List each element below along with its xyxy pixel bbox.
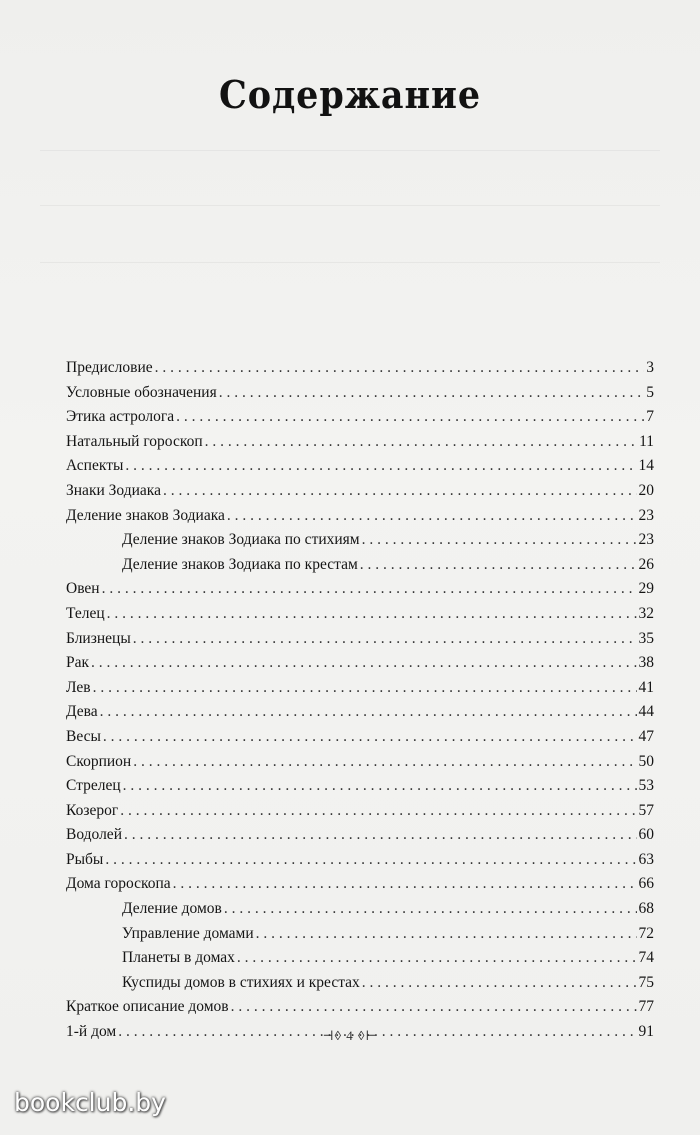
toc-entry [66,430,654,455]
table-of-contents [66,356,654,1045]
toc-entry-label: Этика астролога [66,408,175,426]
bleed-through-line [40,262,660,263]
toc-entry-page: 47 [638,727,654,745]
toc-entry-label: Скорпион [66,752,132,770]
toc-entry-page: 60 [638,826,654,844]
toc-entry-label: Овен [66,580,100,598]
toc-entry [66,872,654,897]
toc-entry-label: Деление знаков Зодиака по крестам [122,555,358,573]
toc-entry-page: 63 [638,850,654,868]
toc-entry-page: 35 [638,629,654,647]
toc-entry [66,479,654,504]
toc-leader-dots [123,774,637,799]
bleed-through-line [40,205,660,206]
toc-leader-dots [362,528,637,553]
toc-entry-label: Управление домами [122,924,254,942]
toc-entry-page: 53 [638,777,654,795]
toc-entry-page: 50 [638,752,654,770]
toc-entry-page: 68 [638,900,654,918]
toc-leader-dots [173,872,637,897]
toc-entry [66,750,654,775]
toc-leader-dots [227,504,637,529]
toc-entry-page: 75 [638,973,654,991]
toc-entry [66,848,654,873]
toc-leader-dots [224,897,637,922]
toc-entry-label: Стрелец [66,777,121,795]
toc-entry-page: 26 [638,555,654,573]
toc-entry-label: Весы [66,727,101,745]
toc-entry-label: Дома гороскопа [66,875,171,893]
toc-entry-page: 20 [638,481,654,499]
toc-entry-label: Деление домов [122,900,222,918]
toc-entry [66,725,654,750]
toc-entry-page: 91 [638,1023,654,1041]
toc-leader-dots [105,848,636,873]
toc-entry [66,602,654,627]
toc-entry [66,405,654,430]
toc-entry-page: 57 [638,801,654,819]
toc-leader-dots [176,405,644,430]
toc-leader-dots [237,946,637,971]
toc-leader-dots [205,430,637,455]
toc-entry-label: Рыбы [66,850,104,868]
toc-entry-label: Телец [66,604,105,622]
toc-entry [66,700,654,725]
page-title: Содержание [218,72,482,117]
toc-entry-label: Куспиды домов в стихиях и крестах [122,973,360,991]
toc-entry [66,381,654,406]
toc-entry-page: 77 [638,998,654,1016]
toc-entry [66,454,654,479]
toc-entry [66,799,654,824]
toc-entry [66,922,654,947]
toc-leader-dots [362,971,637,996]
toc-entry-page: 14 [638,457,654,475]
toc-entry [66,774,654,799]
toc-entry-label: Водолей [66,826,122,844]
toc-entry-label: Деление знаков Зодиака по стихиям [122,531,360,549]
toc-entry [66,946,654,971]
toc-entry-label: Деление знаков Зодиака [66,506,225,524]
toc-entry-label: Рак [66,654,90,672]
toc-entry-page: 23 [638,531,654,549]
page-number-ornament: ⊣◊ 4 ◊⊢ [322,1028,378,1043]
toc-entry [66,553,654,578]
toc-entry-page: 41 [638,678,654,696]
toc-entry-label: Краткое описание домов [66,998,229,1016]
toc-entry-label: Аспекты [66,457,124,475]
toc-entry-label: Предисловие [66,359,153,376]
toc-leader-dots [124,823,637,848]
toc-entry [66,504,654,529]
toc-entry [66,651,654,676]
toc-leader-dots [102,577,637,602]
toc-entry-label: Знаки Зодиака [66,481,161,499]
toc-entry-label: Близнецы [66,629,131,647]
toc-entry-page: 38 [638,654,654,672]
toc-leader-dots [93,676,637,701]
toc-entry [66,577,654,602]
toc-entry [66,995,654,1020]
toc-leader-dots [91,651,636,676]
toc-leader-dots [219,381,645,406]
toc-entry-label: 1-й дом [66,1023,117,1041]
toc-entry-label: Планеты в домах [122,949,235,967]
toc-entry-page: 72 [638,924,654,942]
toc-leader-dots [360,553,637,578]
toc-entry-page: 29 [638,580,654,598]
toc-entry-page: 11 [639,432,654,450]
watermark: bookclub.by [14,1088,166,1117]
toc-entry [66,627,654,652]
toc-entry-page: 32 [638,604,654,622]
toc-entry-page: 44 [638,703,654,721]
toc-leader-dots [155,356,645,381]
toc-entry-label: Лев [66,678,91,696]
toc-entry-page: 66 [638,875,654,893]
toc-leader-dots [107,602,637,627]
toc-entry [66,897,654,922]
toc-entry-label: Условные обозначения [66,383,217,401]
toc-entry-label: Натальный гороскоп [66,432,203,450]
toc-leader-dots [100,700,637,725]
bleed-through-line [40,150,660,151]
toc-leader-dots [133,750,636,775]
toc-entry-label: Дева [66,703,98,721]
toc-entry [66,971,654,996]
toc-leader-dots [256,922,637,947]
toc-entry-page: 5 [646,383,654,401]
toc-entry [66,676,654,701]
toc-leader-dots [120,799,636,824]
toc-leader-dots [163,479,637,504]
toc-leader-dots [125,454,636,479]
toc-entry-page: 23 [638,506,654,524]
toc-entry-label: Козерог [66,801,119,819]
toc-entry-page: 74 [638,949,654,967]
toc-entry [66,528,654,553]
toc-entry-page: 7 [646,408,654,426]
toc-leader-dots [103,725,637,750]
toc-entry [66,823,654,848]
toc-entry [66,356,654,381]
toc-leader-dots [231,995,637,1020]
toc-leader-dots [133,627,637,652]
toc-entry-page: 3 [646,359,654,376]
